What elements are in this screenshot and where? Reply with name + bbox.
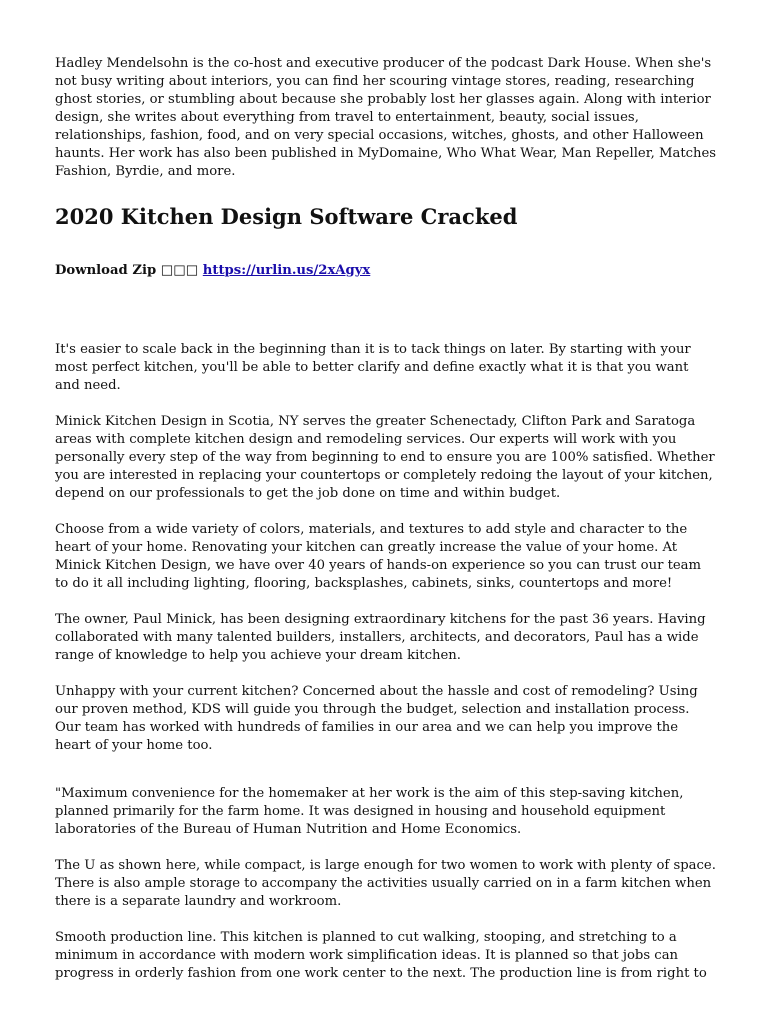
body-paragraph-7: The U as shown here, while compact, is large enough for two women to work with plenty of space. There is also ample storage to accompany the activities usually carried on in a farm kitchen when there is a separate laundry and workroom. xyxy=(55,858,716,909)
download-line xyxy=(55,262,717,280)
download-label: Download Zip xyxy=(55,263,157,278)
body-paragraph-6: "Maximum convenience for the homemaker at her work is the aim of this step-saving kitchen, planned primarily for the farm home. It was designed in housing and household equipment laboratories of the Bureau of Human Nutrition and Home Economics. xyxy=(55,786,684,837)
body-paragraph-8: Smooth production line. This kitchen is planned to cut walking, stooping, and stretching to a minimum in accordance with modern work simplification ideas. It is planned so that jobs can progress in orderly fashion from one work center to the next. The production line is from right to xyxy=(55,930,707,981)
author-bio-paragraph: Hadley Mendelsohn is the co-host and executive producer of the podcast Dark House. When she's not busy writing about interiors, you can find her scouring vintage stores, reading, researching ghost stories, or stumbling about because she probably lost her glasses again. Along with interior design, she writes about everything from travel to entertainment, beauty, social issues, relationships, fashion, food, and on very special occasions, witches, ghosts, and other Halloween haunts. Her work has also been published in MyDomaine, Who What Wear, Man Repeller, Matches Fashion, Byrdie, and more. xyxy=(55,56,717,179)
arrow-glyphs: □□□ xyxy=(160,263,199,278)
download-link[interactable]: https://urlin.us/2xAgyx xyxy=(202,263,371,278)
body-paragraph-5: Unhappy with your current kitchen? Concerned about the hassle and cost of remodeling? Using our proven method, KDS will guide you through the budget, selection and installation process. Our team has worked with hundreds of families in our area and we can help you improve the heart of your home too. xyxy=(55,684,698,753)
body-paragraph-3: Choose from a wide variety of colors, materials, and textures to add style and character to the heart of your home. Renovating your kitchen can greatly increase the value of your home. At Minick Kitchen Design, we have over 40 years of hands-on experience so you can trust our team to do it all including lighting, flooring, backsplashes, cabinets, sinks, countertops and more! xyxy=(55,522,702,591)
document-page xyxy=(55,55,717,983)
body-paragraph-4: The owner, Paul Minick, has been designing extraordinary kitchens for the past 36 years. Having collaborated with many talented builders, installers, architects, and decorators, Paul has a wide range of knowledge to help you achieve your dream kitchen. xyxy=(55,612,706,663)
article-title: 2020 Kitchen Design Software Cracked xyxy=(55,204,518,229)
body-paragraph-2: Minick Kitchen Design in Scotia, NY serves the greater Schenectady, Clifton Park and Saratoga areas with complete kitchen design and remodeling services. Our experts will work with you personally every step of the way from beginning to end to ensure you are 100% satisfied. Whether you are interested in replacing your countertops or completely redoing the layout of your kitchen, depend on our professionals to get the job done on time and within budget. xyxy=(55,414,715,501)
body-paragraph-1: It's easier to scale back in the beginning than it is to tack things on later. By starting with your most perfect kitchen, you'll be able to better clarify and define exactly what it is that you want and need. xyxy=(55,342,691,393)
